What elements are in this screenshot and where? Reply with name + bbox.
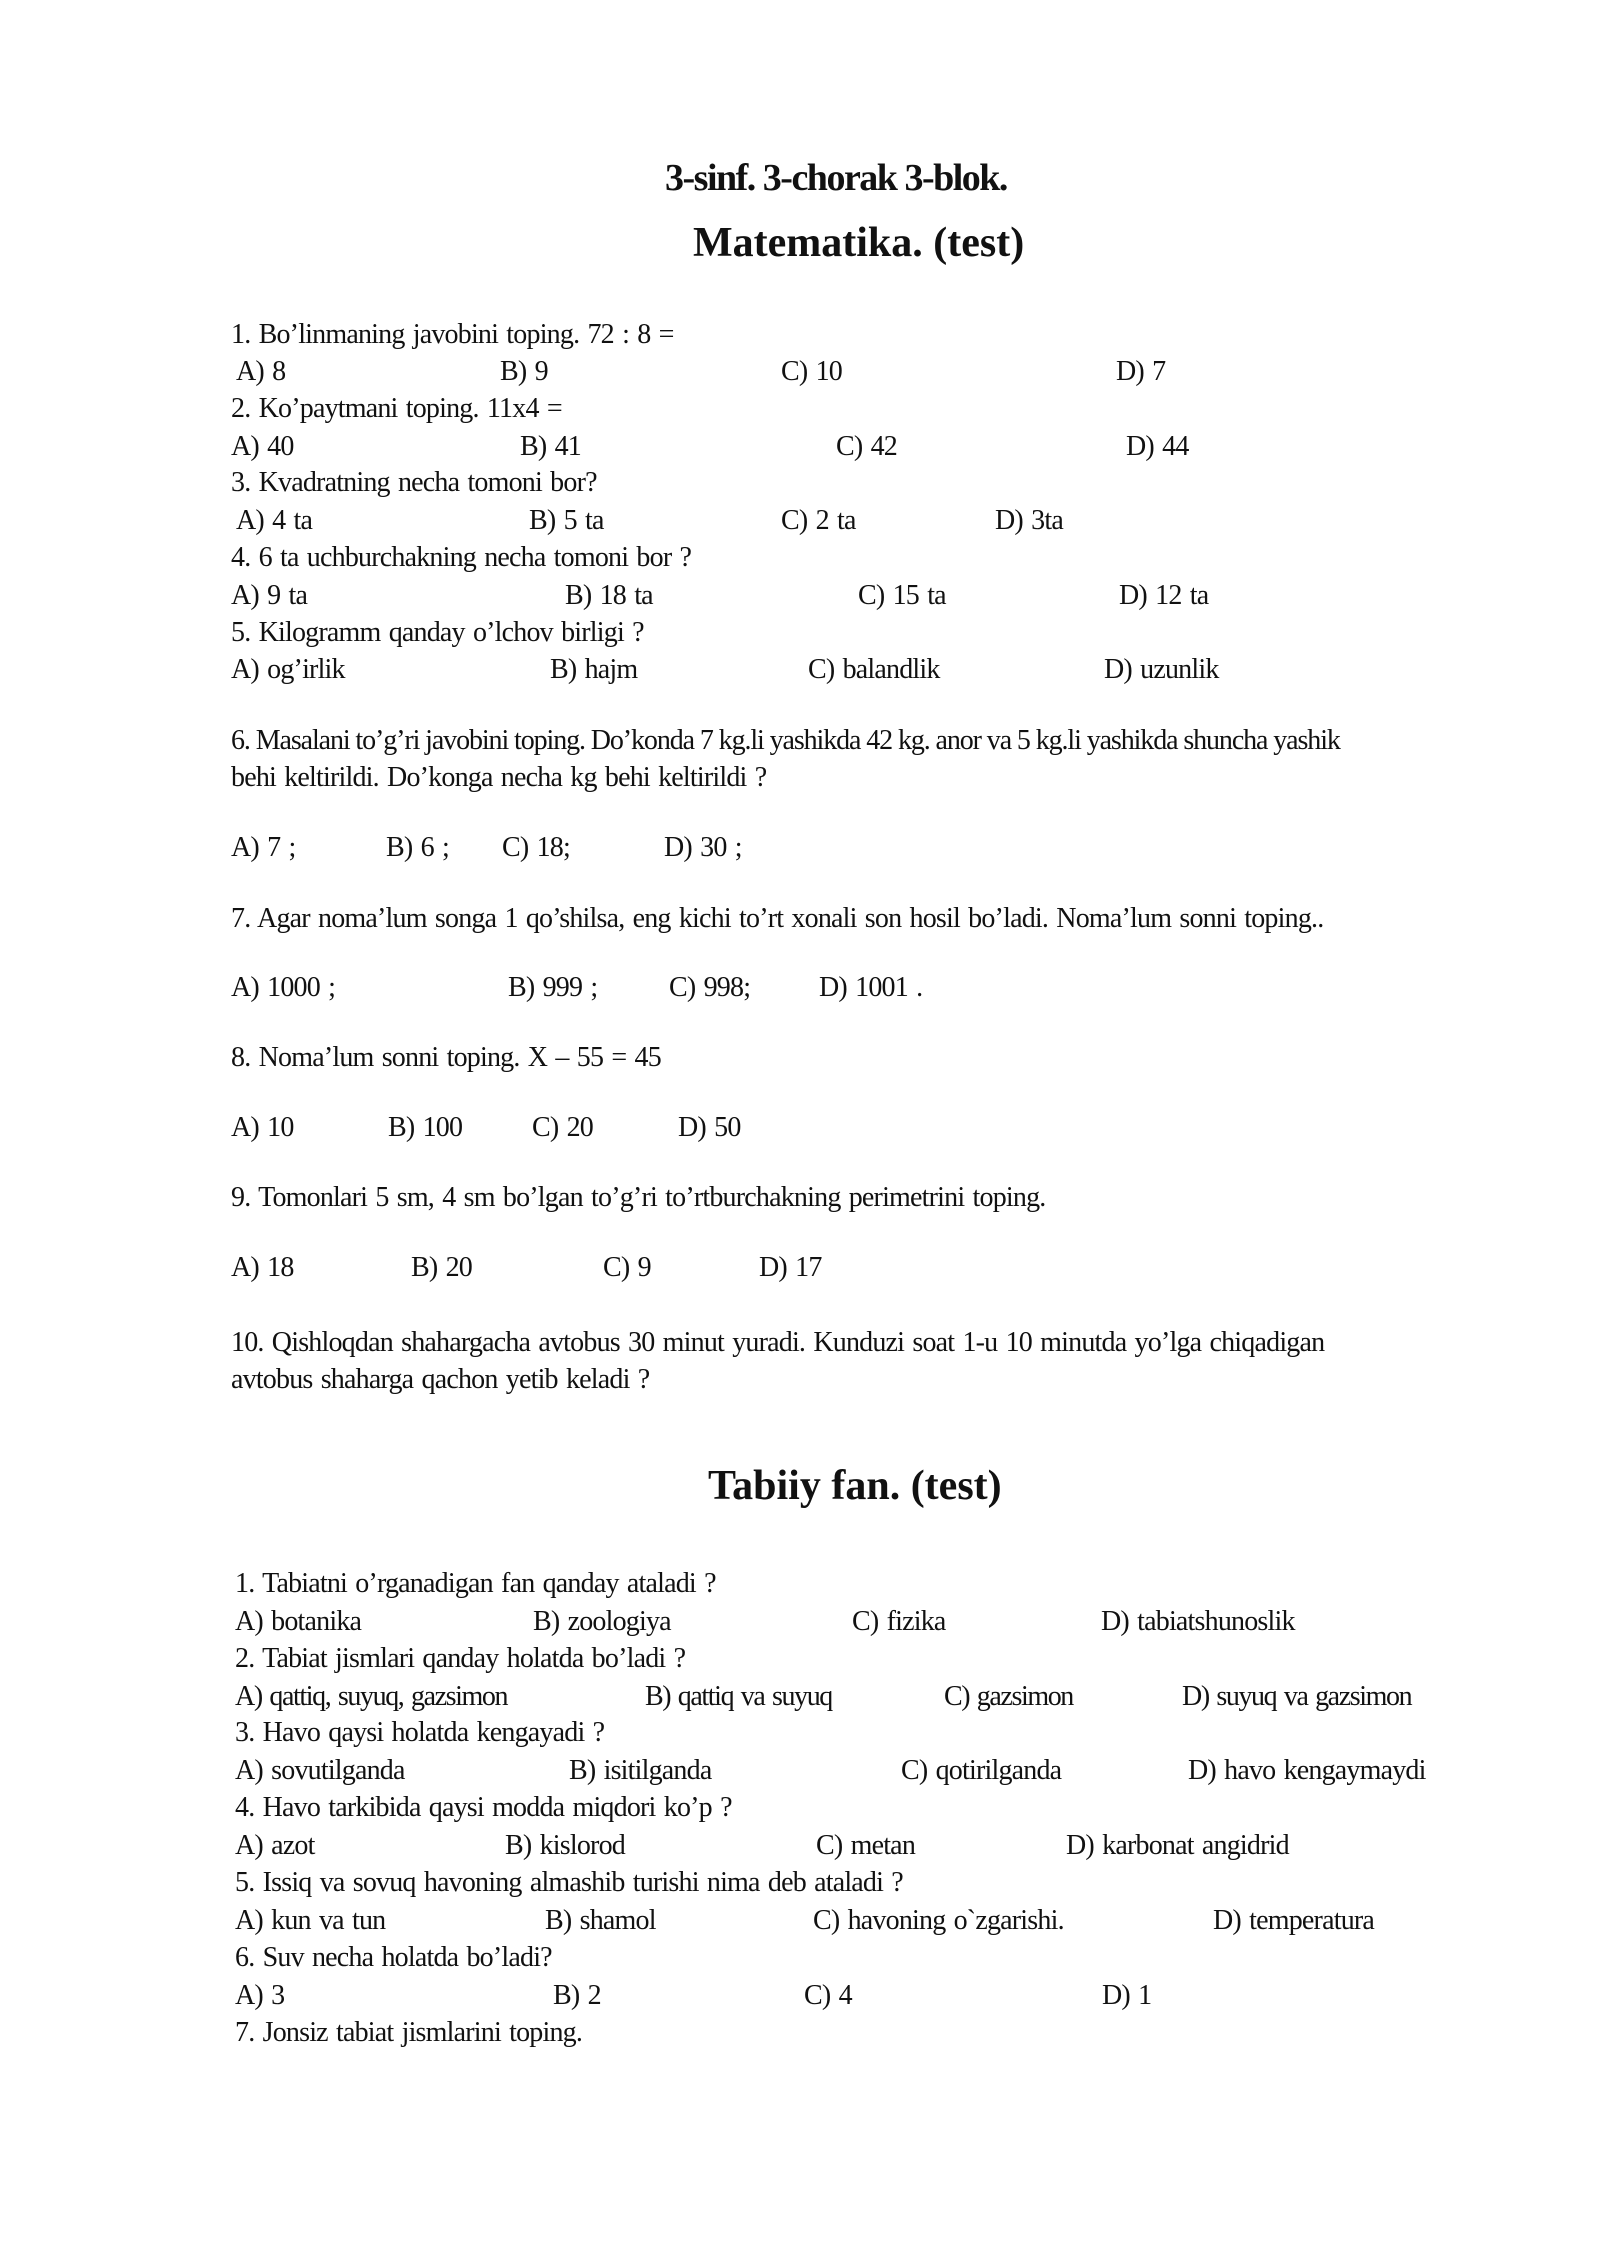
math-q4-option-b: B) 18 ta (565, 580, 653, 611)
math-q6-option-a: A) 7 ; (231, 832, 296, 863)
math-q2-option-c: C) 42 (836, 431, 898, 462)
science-question-4: 4. Havo tarkibida qaysi modda miqdori ko’p ? (235, 1792, 732, 1823)
math-q3-option-d: D) 3ta (995, 505, 1063, 536)
section-title-science: Tabiiy fan. (test) (708, 1463, 1002, 1509)
science-q4-option-b: B) kislorod (505, 1830, 625, 1861)
math-q9-option-b: B) 20 (411, 1252, 473, 1283)
math-q2-option-d: D) 44 (1126, 431, 1189, 462)
science-q5-option-a: A) kun va tun (235, 1905, 386, 1936)
science-q1-option-b: B) zoologiya (533, 1606, 671, 1637)
math-q3-option-a: A) 4 ta (236, 505, 313, 536)
science-question-2: 2. Tabiat jismlari qanday holatda bo’ladi ? (235, 1643, 686, 1674)
math-q8-option-b: B) 100 (388, 1112, 463, 1143)
science-q1-option-c: C) fizika (852, 1606, 946, 1637)
science-q3-option-b: B) isitilganda (569, 1755, 712, 1786)
math-q1-option-c: C) 10 (781, 356, 843, 387)
math-q9-option-d: D) 17 (759, 1252, 822, 1283)
science-question-5: 5. Issiq va sovuq havoning almashib turishi nima deb ataladi ? (235, 1867, 903, 1898)
math-q8-option-d: D) 50 (678, 1112, 741, 1143)
math-q7-option-a: A) 1000 ; (231, 972, 336, 1003)
math-q4-option-c: C) 15 ta (858, 580, 946, 611)
math-q4-option-d: D) 12 ta (1119, 580, 1209, 611)
math-q1-option-b: B) 9 (500, 356, 548, 387)
math-question-1: 1. Bo’linmaning javobini toping. 72 : 8 = (231, 319, 674, 350)
science-q3-option-d: D) havo kengaymaydi (1188, 1755, 1426, 1786)
science-question-3: 3. Havo qaysi holatda kengayadi ? (235, 1717, 605, 1748)
math-question-3: 3. Kvadratning necha tomoni bor? (231, 467, 597, 498)
math-q8-option-c: C) 20 (532, 1112, 594, 1143)
math-question-10-line-1: 10. Qishloqdan shahargacha avtobus 30 minut yuradi. Kunduzi soat 1-u 10 minutda yo’lga chiqadigan (231, 1327, 1325, 1358)
science-q1-option-a: A) botanika (235, 1606, 362, 1637)
math-q3-option-c: C) 2 ta (781, 505, 856, 536)
science-q5-option-b: B) shamol (545, 1905, 656, 1936)
science-q5-option-d: D) temperatura (1213, 1905, 1375, 1936)
math-question-7: 7. Agar noma’lum songa 1 qo’shilsa, eng kichi to’rt xonali son hosil bo’ladi. Noma’lum sonni toping.. (231, 903, 1324, 934)
science-q6-option-d: D) 1 (1102, 1980, 1152, 2011)
science-q4-option-d: D) karbonat angidrid (1066, 1830, 1289, 1861)
math-question-9: 9. Tomonlari 5 sm, 4 sm bo’lgan to’g’ri to’rtburchakning perimetrini toping. (231, 1182, 1046, 1213)
math-question-5: 5. Kilogramm qanday o’lchov birligi ? (231, 617, 644, 648)
math-question-8: 8. Noma’lum sonni toping. X – 55 = 45 (231, 1042, 661, 1073)
math-q6-option-b: B) 6 ; (386, 832, 449, 863)
math-q1-option-d: D) 7 (1116, 356, 1166, 387)
science-q4-option-a: A) azot (235, 1830, 315, 1861)
science-q6-option-c: C) 4 (804, 1980, 852, 2011)
math-q9-option-a: A) 18 (231, 1252, 294, 1283)
math-question-2: 2. Ko’paytmani toping. 11x4 = (231, 393, 562, 424)
math-q2-option-b: B) 41 (520, 431, 582, 462)
math-question-10-line-2: avtobus shaharga qachon yetib keladi ? (231, 1364, 650, 1395)
math-q7-option-c: C) 998; (669, 972, 751, 1003)
science-q2-option-c: C) gazsimon (944, 1681, 1073, 1712)
math-q9-option-c: C) 9 (603, 1252, 651, 1283)
math-q8-option-a: A) 10 (231, 1112, 294, 1143)
math-q7-option-b: B) 999 ; (508, 972, 598, 1003)
math-q5-option-d: D) uzunlik (1104, 654, 1219, 685)
science-q4-option-c: C) metan (816, 1830, 916, 1861)
math-q6-option-c: C) 18; (502, 832, 570, 863)
math-question-6-line-2: behi keltirildi. Do’konga necha kg behi keltirildi ? (231, 762, 767, 793)
math-q5-option-a: A) og’irlik (231, 654, 345, 685)
math-q1-option-a: A) 8 (236, 356, 286, 387)
section-title-math: Matematika. (test) (693, 220, 1025, 266)
science-q2-option-b: B) qattiq va suyuq (645, 1681, 832, 1712)
page-title-grade: 3-sinf. 3-chorak 3-blok. (665, 157, 1007, 199)
science-q5-option-c: C) havoning o`zgarishi. (813, 1905, 1064, 1936)
science-q2-option-d: D) suyuq va gazsimon (1182, 1681, 1412, 1712)
math-q3-option-b: B) 5 ta (529, 505, 604, 536)
science-question-1: 1. Tabiatni o’rganadigan fan qanday ataladi ? (235, 1568, 716, 1599)
math-q7-option-d: D) 1001 . (819, 972, 923, 1003)
math-question-4: 4. 6 ta uchburchakning necha tomoni bor ? (231, 542, 692, 573)
science-q2-option-a: A) qattiq, suyuq, gazsimon (235, 1681, 508, 1712)
math-question-6-line-1: 6. Masalani to’g’ri javobini toping. Do’konda 7 kg.li yashikda 42 kg. anor va 5 kg.li yashikda shuncha yashik (231, 725, 1340, 756)
science-q6-option-b: B) 2 (553, 1980, 601, 2011)
math-q2-option-a: A) 40 (231, 431, 294, 462)
science-q3-option-a: A) sovutilganda (235, 1755, 405, 1786)
science-question-7: 7. Jonsiz tabiat jismlarini toping. (235, 2017, 583, 2048)
science-question-6: 6. Suv necha holatda bo’ladi? (235, 1942, 552, 1973)
science-q3-option-c: C) qotirilganda (901, 1755, 1062, 1786)
math-q5-option-c: C) balandlik (808, 654, 940, 685)
science-q6-option-a: A) 3 (235, 1980, 285, 2011)
math-q4-option-a: A) 9 ta (231, 580, 308, 611)
math-q5-option-b: B) hajm (550, 654, 638, 685)
math-q6-option-d: D) 30 ; (664, 832, 742, 863)
science-q1-option-d: D) tabiatshunoslik (1101, 1606, 1295, 1637)
